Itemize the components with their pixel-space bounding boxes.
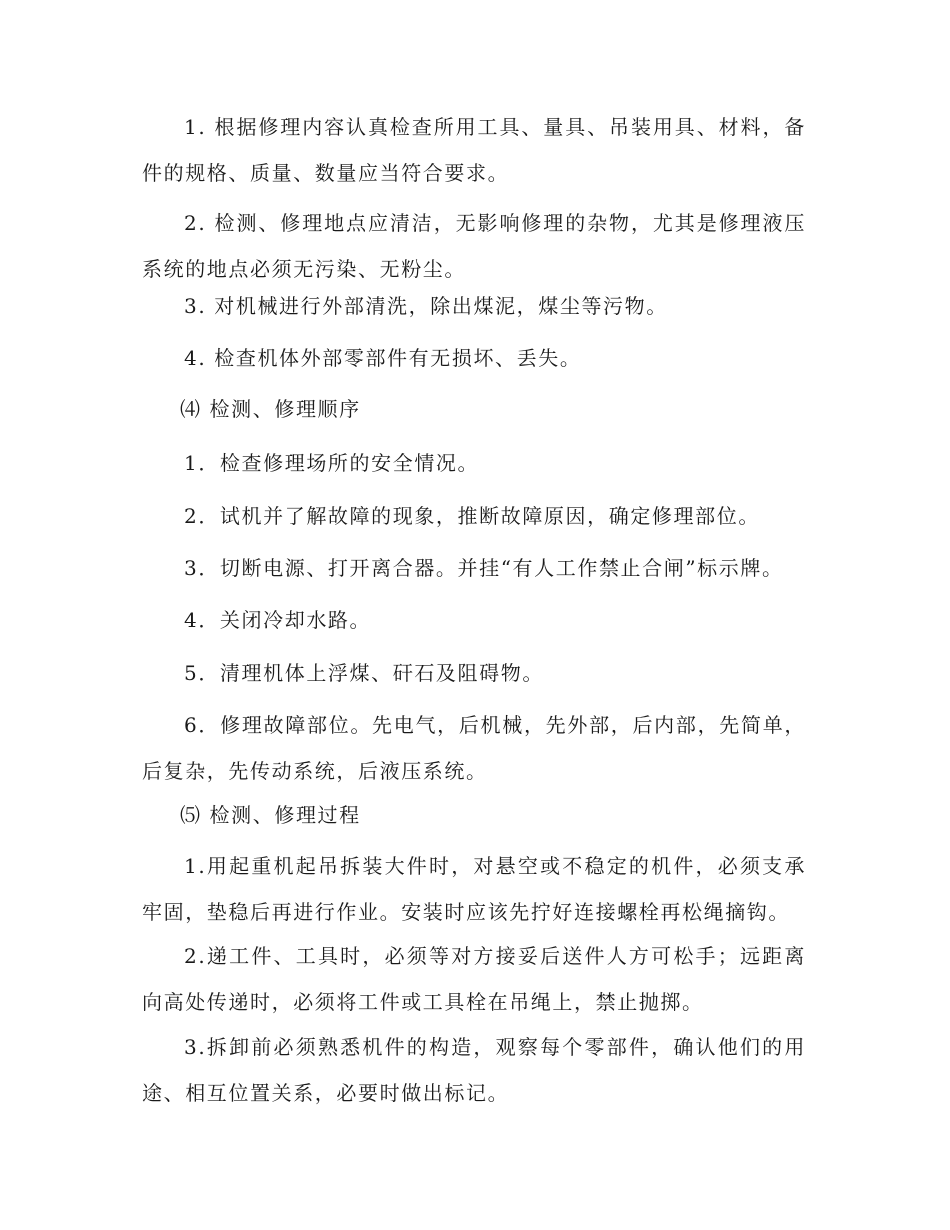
paragraph-process-2: 2.递工件、工具时，必须等对方接妥后送件人方可松手；远距离向高处传递时，必须将工件或工具栓在吊绳上，禁止抛掷。 [142, 944, 806, 1014]
paragraph-order-1: 1．检查修理场所的安全情况。 [184, 451, 480, 475]
paragraph-prep-2: 2. 检测、修理地点应清洁，无影响修理的杂物，尤其是修理液压系统的地点必须无污染、无粉尘。 [142, 211, 806, 281]
paragraph-process-3: 3.拆卸前必须熟悉机件的构造，观察每个零部件，确认他们的用途、相互位置关系，必要时做出标记。 [142, 1035, 806, 1105]
paragraph-order-6: 6．修理故障部位。先电气，后机械，先外部，后内部，先简单，后复杂，先传动系统，后液压系统。 [142, 713, 806, 783]
paragraph-process-1: 1.用起重机起吊拆装大件时，对悬空或不稳定的机件，必须支承牢固，垫稳后再进行作业。安装时应该先拧好连接螺栓再松绳摘钩。 [142, 854, 806, 924]
paragraph-prep-1: 1. 根据修理内容认真检查所用工具、量具、吊装用具、材料，备件的规格、质量、数量应当符合要求。 [142, 115, 806, 185]
paragraph-prep-4: 4. 检查机体外部零部件有无损坏、丢失。 [184, 346, 582, 370]
paragraph-order-3: 3．切断电源、打开离合器。并挂“有人工作禁止合闸”标示牌。 [184, 556, 784, 580]
section-heading-5: ⑸ 检测、修理过程 [180, 803, 361, 827]
paragraph-prep-3: 3. 对机械进行外部清洗，除出煤泥，煤尘等污物。 [184, 294, 668, 318]
section-heading-4: ⑷ 检测、修理顺序 [180, 397, 361, 421]
paragraph-order-2: 2．试机并了解故障的现象，推断故障原因，确定修理部位。 [184, 504, 760, 528]
paragraph-order-5: 5．清理机体上浮煤、矸石及阻碍物。 [184, 661, 544, 685]
paragraph-order-4: 4．关闭冷却水路。 [184, 608, 372, 632]
